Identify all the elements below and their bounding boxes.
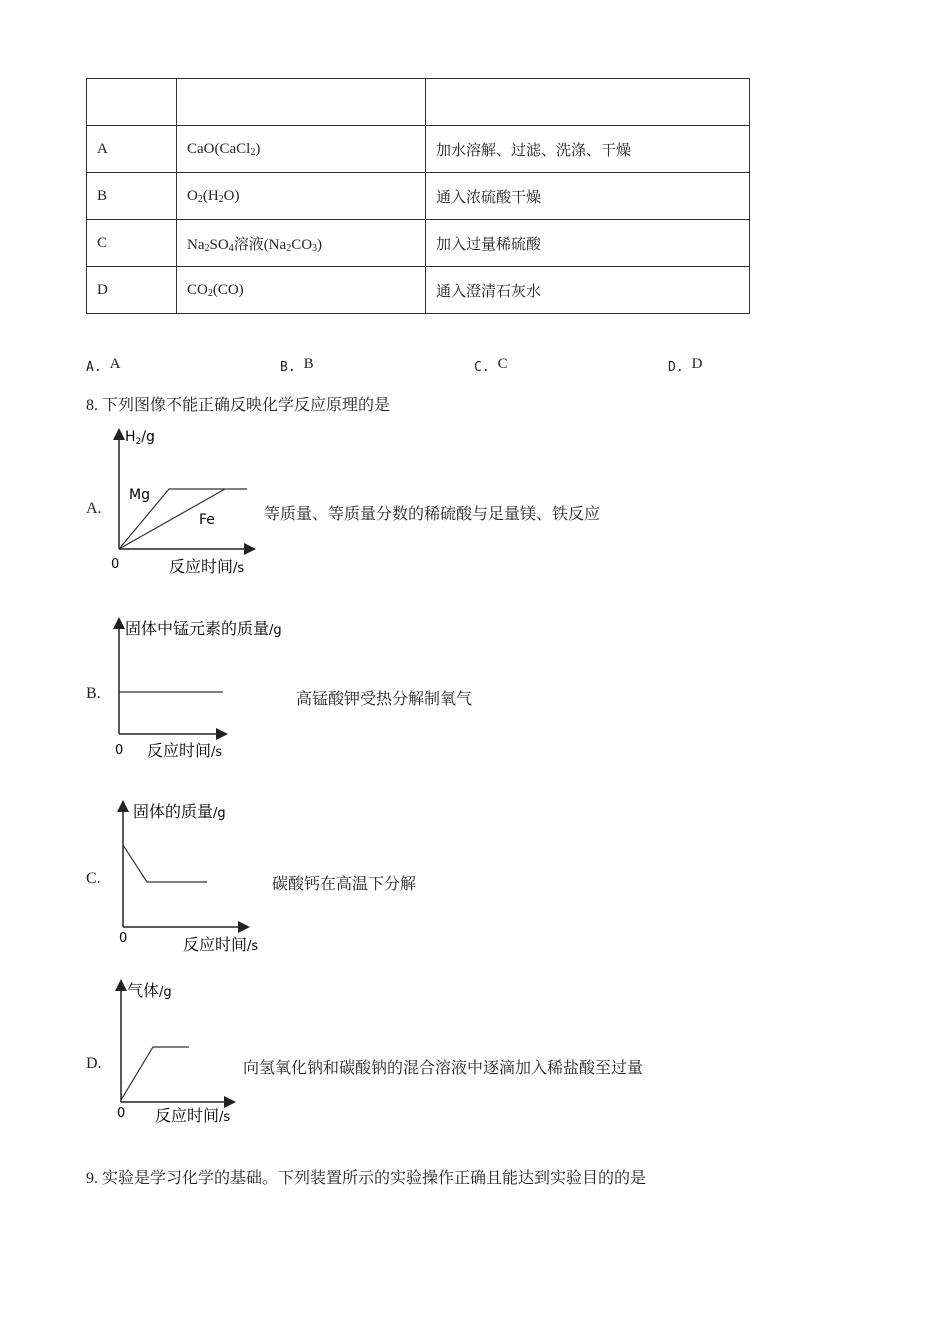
origin-label: 0 [111, 557, 120, 572]
chart-c [105, 797, 275, 957]
q8-option-d-desc: 向氢氧化钠和碳酸钠的混合溶液中逐滴加入稀盐酸至过量 [243, 1060, 644, 1077]
q8-option-b-label[interactable]: B. [86, 685, 101, 702]
chart-a [105, 425, 265, 580]
table-cell-mixture: $CO_2(CO)$ [177, 267, 426, 314]
table-cell-option: D [87, 267, 177, 314]
q7-option-d[interactable]: D. D [668, 356, 703, 375]
q8-option-b-desc: 高锰酸钾受热分解制氧气 [296, 691, 473, 708]
origin-label: 0 [119, 931, 128, 946]
series-line [121, 1047, 189, 1100]
q8-option-c-label[interactable]: C. [86, 870, 101, 887]
q8-option-c-desc: 碳酸钙在高温下分解 [272, 876, 417, 893]
chart-b [105, 612, 305, 762]
table-cell-method: 通入浓硫酸干燥 [426, 173, 750, 220]
origin-label: 0 [115, 743, 124, 758]
origin-label: 0 [117, 1106, 126, 1121]
y-axis-label: $H_2/g$ [125, 429, 155, 447]
table-cell [177, 79, 426, 126]
x-axis-label: 反应时间/s [169, 557, 245, 576]
table-cell [426, 79, 750, 126]
q7-option-a[interactable]: A. A [86, 356, 121, 375]
q8-option-a-desc: 等质量、等质量分数的稀硫酸与足量镁、铁反应 [264, 506, 601, 523]
table-row [87, 267, 750, 314]
q8-option-a-label[interactable]: A. [86, 500, 102, 517]
table-row [87, 220, 750, 267]
table-row [87, 79, 750, 126]
x-axis-label: 反应时间/s [183, 935, 259, 954]
q7-option-b[interactable]: B. B [280, 356, 314, 375]
series-label-mg: Mg [129, 487, 150, 503]
table-cell-option: B [87, 173, 177, 220]
x-axis-label: 反应时间/s [155, 1106, 231, 1125]
y-axis-label: 固体的质量/g [133, 802, 226, 821]
series-label-fe: Fe [199, 512, 215, 528]
q8-stem: 8. 下列图像不能正确反映化学反应原理的是 [86, 397, 391, 414]
table-cell-mixture: CaO(CaCl$_2$) [177, 126, 426, 173]
table-cell [87, 79, 177, 126]
table-cell-option: C [87, 220, 177, 267]
table-cell-mixture: $Na_2SO_4$溶液$(Na_2CO_3)$ [177, 220, 426, 267]
table-cell-method: 加入过量稀硫酸 [426, 220, 750, 267]
y-axis-label: 固体中锰元素的质量/g [125, 619, 282, 638]
table-cell-mixture: $O_2(H_2O)$ [177, 173, 426, 220]
q7-option-c[interactable]: C. C [474, 356, 508, 375]
x-axis-label: 反应时间/s [147, 741, 223, 760]
table-row [87, 173, 750, 220]
separation-table [86, 78, 750, 314]
y-axis-label: 气体/g [127, 981, 172, 1000]
q8-option-d-label[interactable]: D. [86, 1055, 102, 1072]
table-cell-method: 通入澄清石灰水 [426, 267, 750, 314]
table-cell-method: 加水溶解、过滤、洗涤、干燥 [426, 126, 750, 173]
table-row [87, 126, 750, 173]
series-line [123, 845, 207, 882]
q9-stem: 9. 实验是学习化学的基础。下列装置所示的实验操作正确且能达到实验目的的是 [86, 1170, 647, 1187]
chart-d [105, 976, 255, 1131]
table-cell-option: A [87, 126, 177, 173]
